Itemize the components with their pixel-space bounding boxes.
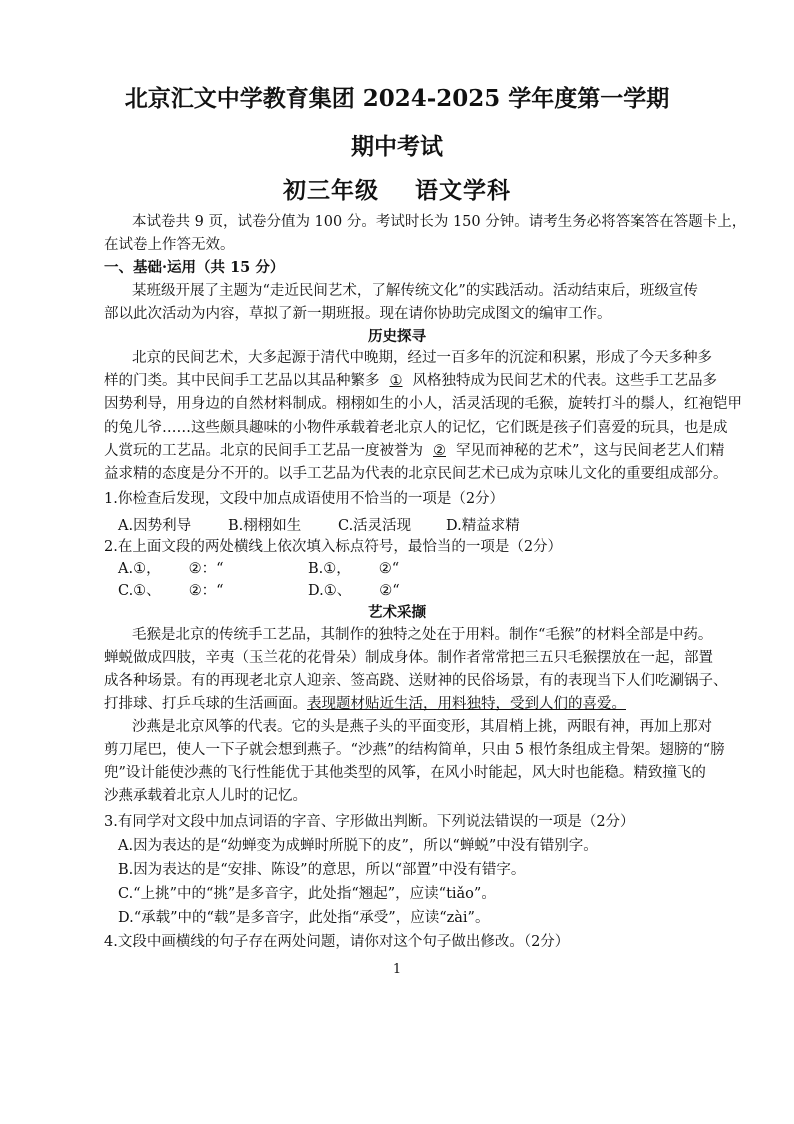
blank-1: ① [389, 373, 403, 389]
q1-option-b: B.栩栩如生 [228, 518, 302, 534]
history-line-4: 的兔儿爷……这些颇具趣味的小物件承载着老北京人的记忆，它们既是孩子们喜爱的玩具，也是成 [104, 420, 728, 436]
history-line-5: 人赏玩的工艺品。北京的民间手工艺品一度被誉为 ② 罕见而神秘的艺术”，这与民间老艺人们精 [104, 443, 725, 459]
intro-line-2: 在试卷上作答无效。 [104, 237, 235, 253]
underlined-sentence: 表现题材贴近生活，用料独特，受到人们的喜爱。 [307, 696, 626, 712]
history-line-3: 因势利导，用身边的自然材料制成。栩栩如生的小人，活灵活现的毛猴，旋转打斗的鬃人，红袍铠甲 [104, 396, 742, 412]
art-line-2: 蝉蜕做成四肢，辛夷（玉兰花的花骨朵）制成身体。制作者常常把三五只毛猴摆放在一起，部置 [104, 650, 713, 666]
art-line-7: 兜”设计能使沙燕的飞行性能优于其他类型的风筝，在风小时能起，风大时也能稳。精致撞飞的 [104, 765, 706, 781]
q1-option-a: A.因势利导 [118, 518, 192, 534]
exam-title: 北京汇文中学教育集团 2024-2025 学年度第一学期 [124, 85, 670, 112]
blank-2: ② [433, 443, 446, 459]
art-line-6: 剪刀尾巴，使人一下子就会想到燕子。“沙燕”的结构简单，只由 5 根竹条组成主骨架。翅膀的“膀 [104, 742, 725, 758]
section-1-heading: 一、基础·运用（共 15 分） [104, 259, 285, 276]
page-number: 1 [392, 962, 402, 977]
q2-option-a: A.①， ②：“ [118, 561, 224, 577]
history-line-2: 样的门类。其中民间手工艺品以其品种繁多 ① 风格独特成为民间艺术的代表。这些手工艺品多 [104, 373, 717, 389]
intro-line-1: 本试卷共 9 页，试卷分值为 100 分。考试时长为 150 分钟。请考生务必将答案答在答题卡上， [132, 214, 747, 230]
section-1-para-line-2: 部以此次活动为内容，草拟了新一期班报。现在请你协助完成图文的编审工作。 [104, 306, 612, 322]
art-heading: 艺术采撷 [368, 604, 426, 621]
art-line-4: 打排球、打乒乓球的生活画面。表现题材贴近生活，用料独特，受到人们的喜爱。 [104, 696, 626, 712]
grade-subject-line [0, 172, 794, 205]
q3-option-b: B.因为表达的是“安排、陈设”的意思，所以“部置”中没有错字。 [118, 862, 526, 878]
art-line-1: 毛猴是北京的传统手工艺品，其制作的独特之处在于用料。制作“毛猴”的材料全部是中药。 [132, 627, 713, 643]
question-2-stem: 2.在上面文段的两处横线上依次填入标点符号，最恰当的一项是（2分） [104, 539, 563, 555]
art-line-3: 成各种场景。有的再现老北京人迎亲、签高跷、送财神的民俗场景，有的表现当下人们吃涮锅子、 [104, 673, 728, 689]
grade-label: 初三年级 [283, 177, 379, 204]
question-1-stem: 1.你检查后发现，文段中加点成语使用不恰当的一项是（2分） [104, 491, 505, 507]
question-4-stem: 4.文段中画横线的句子存在两处问题，请你对这个句子做出修改。（2分） [104, 934, 570, 950]
art-line-8: 沙燕承载着北京人儿时的记忆。 [104, 788, 307, 804]
history-line-1: 北京的民间艺术，大多起源于清代中晚期，经过一百多年的沉淀和积累，形成了今天多种多 [132, 350, 712, 366]
q1-option-d: D.精益求精 [446, 518, 520, 534]
q3-option-c: C.“上挑”中的“挑”是多音字，此处指“翘起”，应读“tiǎo”。 [118, 886, 496, 902]
section-1-para-line-1: 某班级开展了主题为“走近民间艺术，了解传统文化”的实践活动。活动结束后，班级宣传 [132, 283, 698, 299]
q3-option-d: D.“承载”中的“载”是多音字，此处指“承受”，应读“zài”。 [118, 910, 490, 926]
q2-option-b: B.①， ②“ [308, 561, 400, 577]
q1-option-c: C.活灵活现 [338, 518, 412, 534]
q2-option-d: D.①、 ②“ [308, 583, 400, 599]
history-heading: 历史探寻 [368, 328, 426, 345]
q3-option-a: A.因为表达的是“幼蝉变为成蝉时所脱下的皮”，所以“蝉蜕”中没有错别字。 [118, 838, 598, 854]
subject-label: 语文学科 [415, 177, 511, 204]
q2-option-c: C.①、 ②：“ [118, 583, 224, 599]
art-line-5: 沙燕是北京风筝的代表。它的头是燕子头的平面变形，其眉梢上挑，两眼有神，再加上那对 [132, 719, 712, 735]
question-3-stem: 3.有同学对文段中加点词语的字音、字形做出判断。下列说法错误的一项是（2分） [104, 814, 635, 830]
exam-subtitle: 期中考试 [351, 133, 443, 160]
history-line-6: 益求精的态度是分不开的。以手工艺品为代表的北京民间艺术已成为京味儿文化的重要组成部分。 [104, 466, 728, 482]
